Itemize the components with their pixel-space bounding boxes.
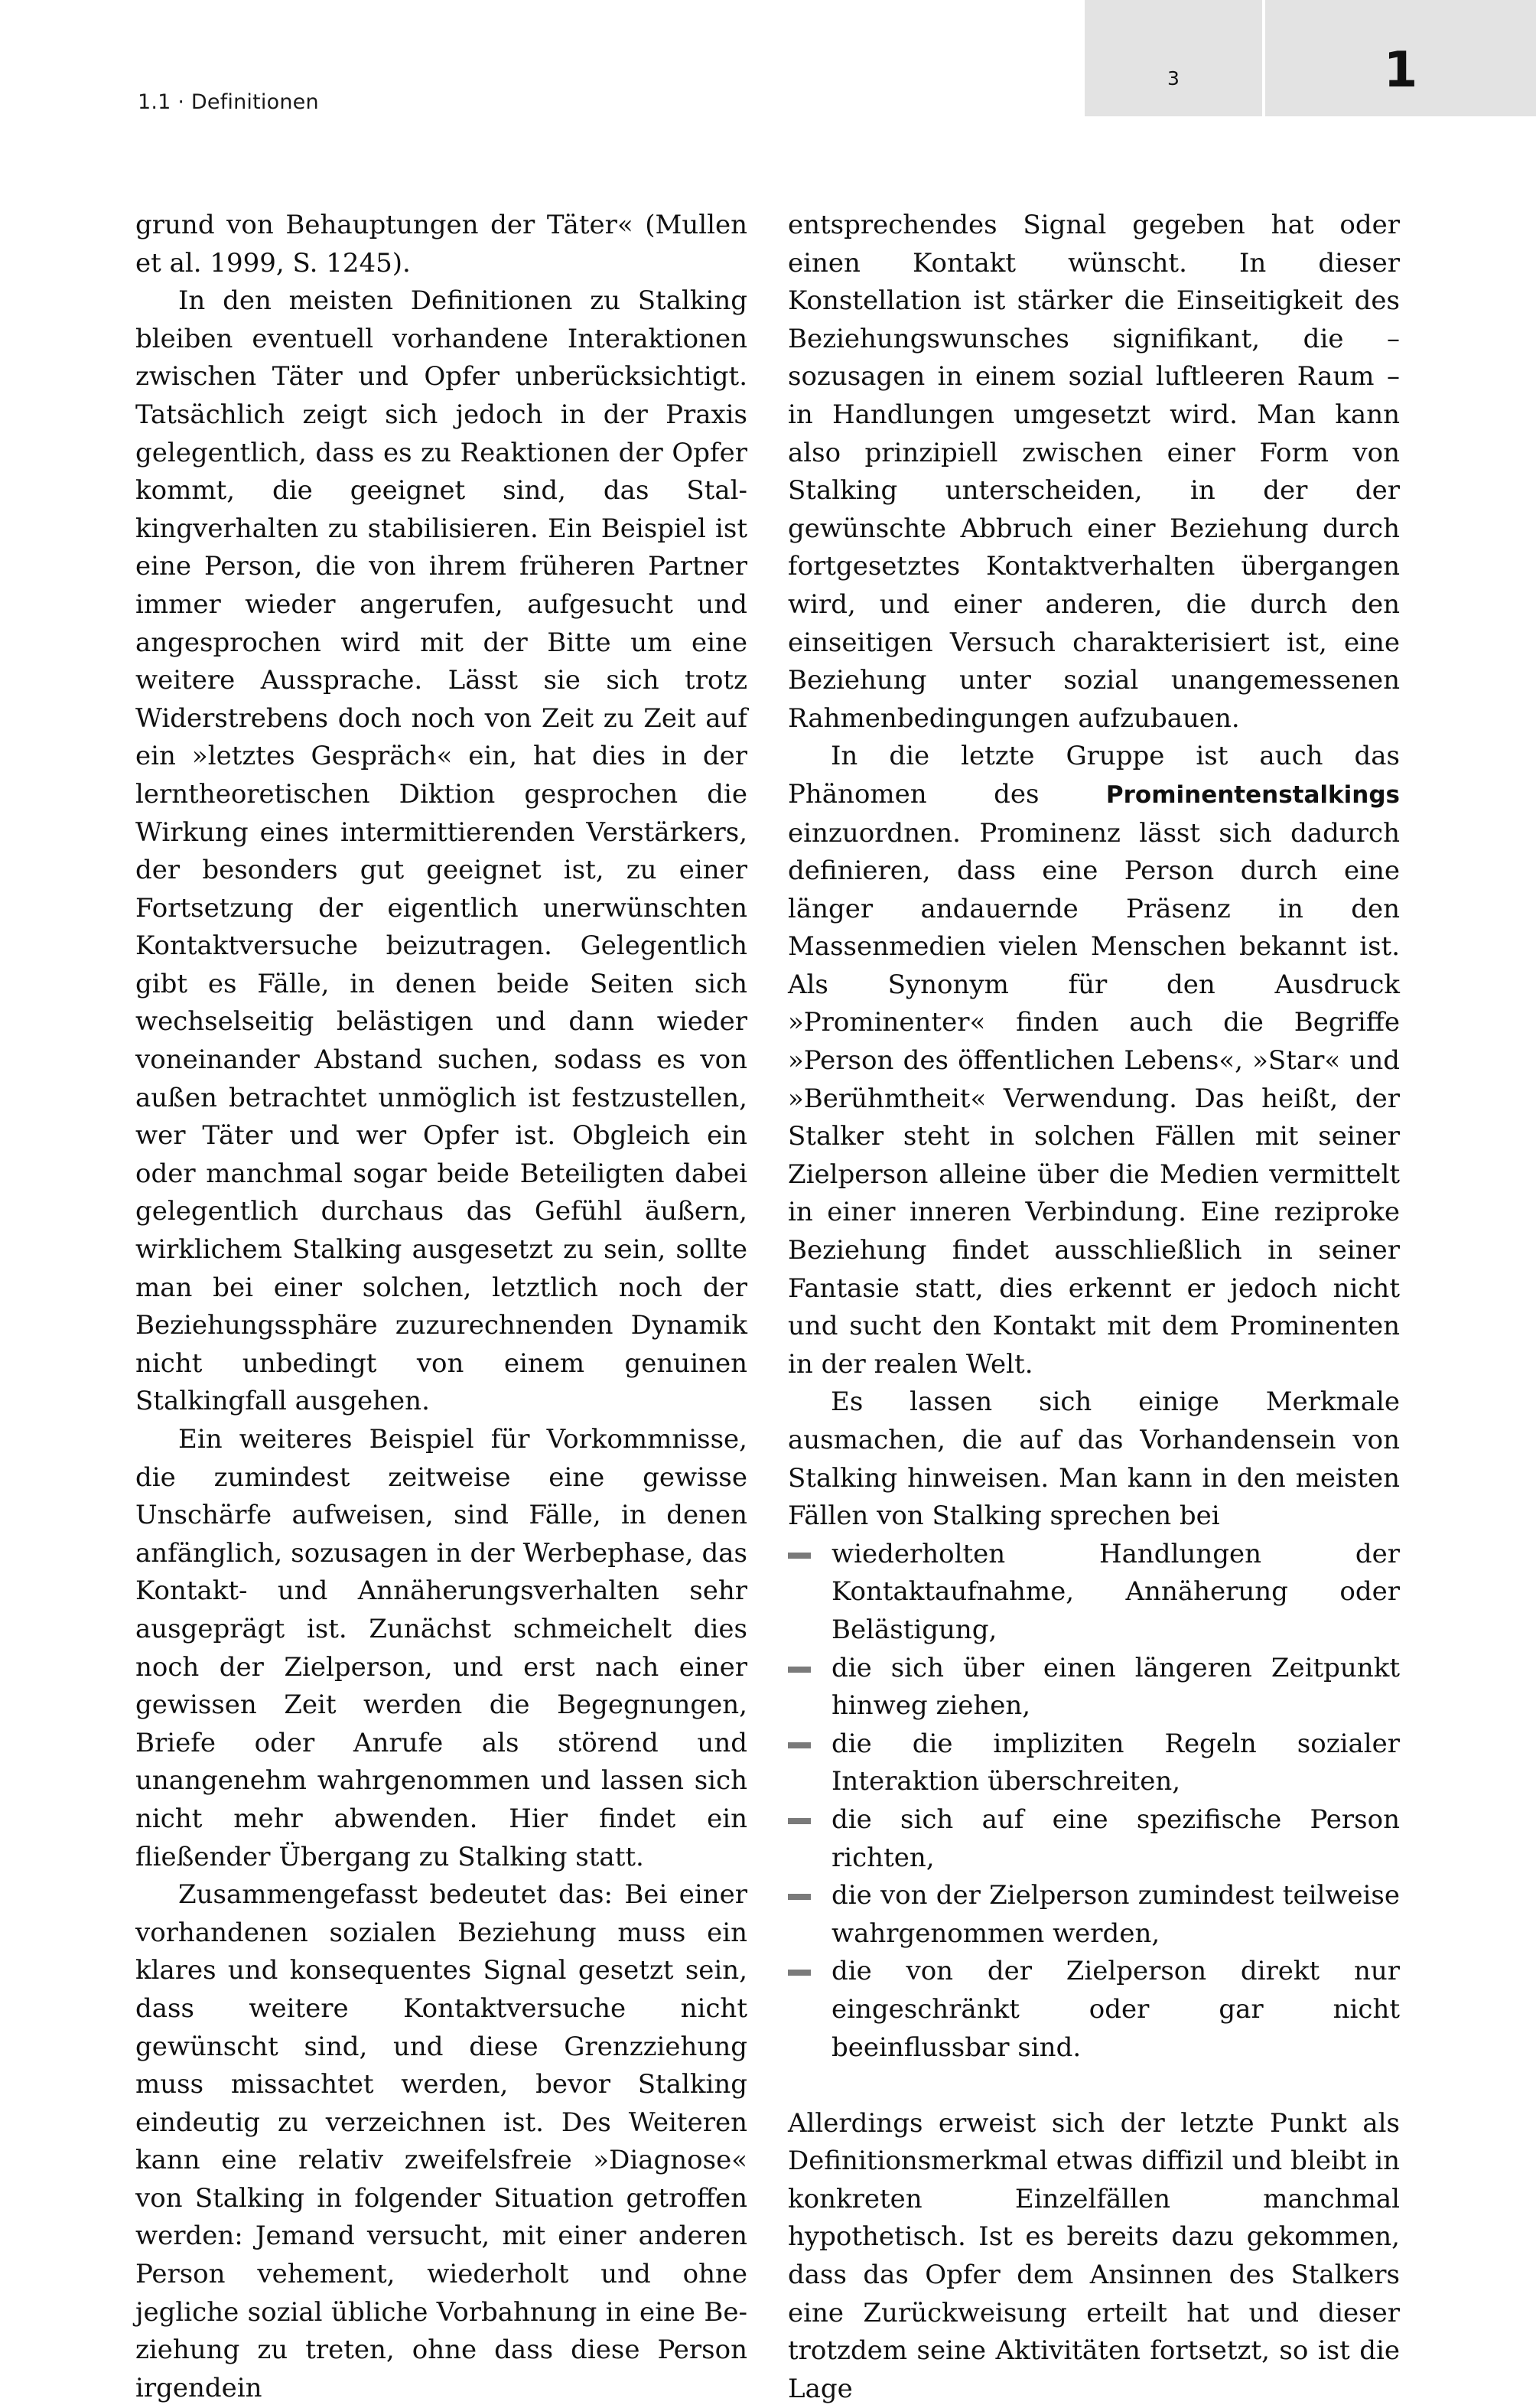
paragraph-characteristics: Es lassen sich einige Merkmale ausmachen, die auf das Vorhandensein von Stalking hinweisen. Man kann in den meisten Fällen von Stalking sprechen bei — [788, 1386, 1400, 1532]
paragraph-celebrity-body: einzuordnen. Prominenz lässt sich dadurch definieren, dass eine Person durch eine länger andauernde Präsenz in den Massenmedien vielen Menschen bekannt ist. Als Synonym für den Ausdruck »Prominenter« finden auch die Begriffe »Person des öffentlichen Lebens«, »Star« und »Berühmtheit« Verwendung. Das heißt, der Stalker steht in solchen Fällen mit seiner Zielperson alleine über die Medien vermittelt in einer inneren Verbindung. Eine reziproke Beziehung findet ausschließlich in seiner Fantasie statt, dies erkennt er jedoch nicht und sucht den Kontakt mit dem Prominenten in der realen Welt. — [788, 817, 1400, 1380]
list-item: wiederholten Handlungen der Kontaktaufnahme, Annäherung oder Belästigung, — [788, 1536, 1400, 1650]
list-item: die die impliziten Regeln sozialer Interaktion überschreiten, — [788, 1725, 1400, 1801]
characteristics-list — [788, 1536, 1400, 2067]
left-column — [135, 207, 747, 2407]
list-item: die sich über einen längeren Zeitpunkt hinweg ziehen, — [788, 1650, 1400, 1725]
paragraph-celebrity-intro: In die letzte Gruppe ist auch das Phänomen des — [788, 741, 1400, 810]
list-item: die von der Zielperson direkt nur eingeschränkt oder gar nicht beeinflussbar sind. — [788, 1953, 1400, 2067]
chapter-number-tab: 1 — [1265, 0, 1536, 116]
paragraph-celebrity-stalking — [788, 738, 1400, 1383]
running-head: 1.1 · Definitionen — [138, 90, 319, 114]
list-item: die sich auf eine spezifische Person richten, — [788, 1801, 1400, 1877]
paragraph-summary: Zusammengefasst bedeutet das: Bei einer vorhandenen sozialen Beziehung muss ein klares und konsequentes Signal gesetzt sein, dass weitere Kontaktversuche nicht gewünscht sind, und diese Grenzziehung muss missachtet werden, bevor Stalking eindeutig zu verzeichnen ist. Des Weiteren kann eine relativ zweifelsfreie »Diagnose« von Stalking in folgender Situation getroffen werden: Jemand versucht, mit einer anderen Person vehement, wiederholt und ohne jegliche sozial übliche Vorbahnung in eine Beziehung zu treten, ohne dass diese Person irgendein — [135, 1879, 747, 2403]
paragraph-last-point: Allerdings erweist sich der letzte Punkt als Definitionsmerkmal etwas diffizil und bleibt in konkreten Einzelfällen manchmal hypothetisch. Ist es bereits dazu gekommen, dass das Opfer dem Ansinnen des Stalkers eine Zurückweisung erteilt hat und dieser trotzdem seine Aktivitäten fortsetzt, so ist die Lage — [788, 2107, 1400, 2404]
page-number: 3 — [1085, 0, 1262, 116]
paragraph-continuation: grund von Behauptungen der Täter« (Mullen et al. 1999, S. 1245). — [135, 210, 747, 279]
key-term-prominentenstalkings: Prominentenstalkings — [1105, 780, 1400, 809]
paragraph-interaction: In den meisten Definitionen zu Stalking bleiben eventuell vorhandene Interaktionen zwischen Täter und Opfer unberücksichtigt. Tatsächlich zeigt sich jedoch in der Praxis gelegentlich, dass es zu Reaktionen der Opfer kommt, die geeignet sind, das Stalkingverhalten zu stabilisieren. Ein Beispiel ist eine Person, die von ihrem früheren Partner immer wieder angerufen, aufgesucht und angesprochen wird mit der Bitte um eine weitere Aussprache. Lässt sie sich trotz Widerstrebens doch noch von Zeit zu Zeit auf ein »letztes Gespräch« ein, hat dies in der lerntheoretischen Diktion gesprochen die Wirkung eines intermittierenden Verstärkers, der besonders gut geeignet ist, zu einer Fortsetzung der eigentlich unerwünschten Kontaktversuche beizutragen. Gelegentlich gibt es Fälle, in denen beide Seiten sich wechselseitig belästigen und dann wieder voneinander Abstand suchen, sodass es von außen betrachtet unmöglich ist festzustellen, wer Täter und wer Opfer ist. Obgleich ein oder manchmal sogar beide Beteiligten dabei gelegentlich durchaus das Gefühl äußern, wirklichem Stalking ausgesetzt zu sein, sollte man bei einer solchen, letztlich noch der Beziehungssphäre zuzurechnenden Dynamik nicht unbedingt von einem genuinen Stalkingfall ausgehen. — [135, 285, 747, 1417]
list-item: die von der Zielperson zumindest teilweise wahrgenommen werden, — [788, 1877, 1400, 1953]
right-column — [788, 207, 1400, 2408]
paragraph-further-example: Ein weiteres Beispiel für Vorkommnisse, die zumindest zeitweise eine gewisse Unschärfe aufweisen, sind Fälle, in denen anfänglich, sozusagen in der Werbephase, das Kontakt- und Annäherungsverhalten sehr ausgeprägt ist. Zunächst schmeichelt dies noch der Zielperson, und erst nach einer gewissen Zeit werden die Begegnungen, Briefe oder Anrufe als störend und unangenehm wahrgenommen und lassen sich nicht mehr abwenden. Hier findet ein fließender Übergang zu Stalking statt. — [135, 1424, 747, 1872]
paragraph-signal: entsprechendes Signal gegeben hat oder einen Kontakt wünscht. In dieser Konstellation ist stärker die Einseitigkeit des Beziehungswunsches signifikant, die – sozusagen in einem sozial luftleeren Raum – in Handlungen umgesetzt wird. Man kann also prinzipiell zwischen einer Form von Stalking unterscheiden, in der der gewünschte Abbruch einer Beziehung durch fortgesetztes Kontaktverhalten übergangen wird, und einer anderen, die durch den einseitigen Versuch charakterisiert ist, eine Beziehung unter sozial unangemessenen Rahmenbedingungen aufzubauen. — [788, 210, 1400, 734]
